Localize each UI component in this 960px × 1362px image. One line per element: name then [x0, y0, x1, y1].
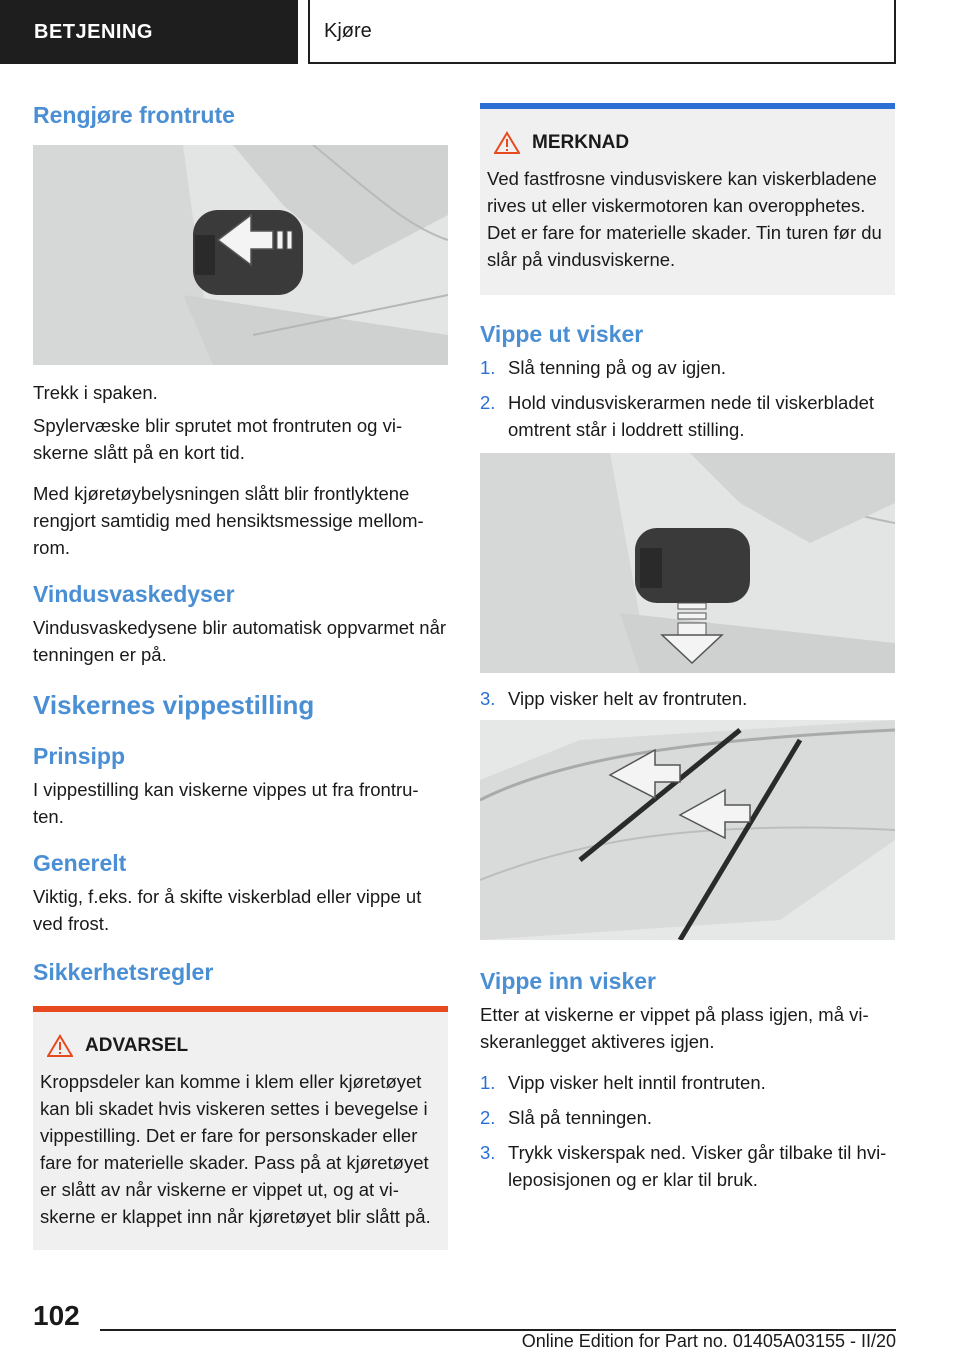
wiper-stalk-down-figure [480, 453, 895, 673]
text-prinsipp: I vippestilling kan viskerne vippes ut fra frontru‐ ten. [33, 779, 419, 827]
text-vindusvaskedyser: Vindusvaskedysene blir automatisk oppvarmet når tenningen er på. [33, 617, 447, 665]
right-column [480, 103, 895, 1201]
heading-vippe-ut: Vippe ut visker [480, 321, 644, 347]
heading-vippe-inn: Vippe inn visker [480, 968, 656, 994]
warning-title: ADVARSEL [85, 1035, 189, 1056]
list-item: 1. Slå tenning på og av igjen. [480, 357, 727, 378]
warning-text: Kroppsdeler kan komme i klem eller kjøretøyet kan bli skadet hvis viskeren settes i bevegelse i vippestilling. Det er fare for personskader eller fare for materielle skader. Pass på at kjøretøyet er slått av når viskerne er vippet ut, og at vi‐ skerne er klappet inn når kjøretøyet blir slått på. [40, 1071, 431, 1227]
text-spylervaeske: Spylervæske blir sprutet mot frontruten og vi‐ skerne slått på en kort tid. [33, 415, 403, 463]
heading-generelt: Generelt [33, 850, 127, 876]
steps-vippe-ut-cont [480, 685, 895, 712]
text-vippe-inn: Etter at viskerne er vippet på plass igjen, må vi‐ skeranlegget aktiveres igjen. [480, 1004, 869, 1052]
heading-vindusvaskedyser: Vindusvaskedyser [33, 581, 235, 607]
wiper-stalk-pull-figure [33, 145, 448, 365]
warning-triangle-icon [47, 1034, 73, 1058]
wiper-folded-out-figure [480, 720, 895, 940]
heading-sikkerhetsregler: Sikkerhetsregler [33, 959, 214, 985]
chapter-header [310, 0, 896, 64]
list-item: 2. Hold vindusviskerarmen nede til viskerbladet omtrent står i loddrett stilling. [480, 392, 875, 440]
left-column [33, 100, 448, 1250]
section-title: BETJENING [34, 20, 153, 43]
steps-vippe-ut [480, 354, 895, 443]
notice-text: Ved fastfrosne vindusviskere kan viskerbladene rives ut eller viskermotoren kan overopphetes. Det er fare for materielle skader. Tin turen før du slår på vindusviskerne. [487, 168, 882, 270]
caution-triangle-icon [494, 131, 520, 155]
section-header [0, 0, 298, 64]
page-number: 102 [33, 1300, 80, 1331]
heading-rengjore: Rengjøre frontrute [33, 102, 235, 128]
text-generelt: Viktig, f.eks. for å skifte viskerblad eller vippe ut ved frost. [33, 886, 422, 934]
warning-box [33, 1006, 448, 1250]
list-item: 3. Vipp visker helt av frontruten. [480, 688, 748, 709]
list-item: 3. Trykk viskerspak ned. Visker går tilbake til hvi‐ leposisjonen og er klar til bruk. [480, 1142, 887, 1190]
notice-box [480, 103, 895, 295]
steps-vippe-inn [480, 1069, 895, 1193]
heading-prinsipp: Prinsipp [33, 743, 126, 769]
text-kjoretoybelysning: Med kjøretøybelysningen slått blir frontlyktene rengjort samtidig med hensiktsmessige mellom‐ rom. [33, 483, 424, 558]
footer-edition: Online Edition for Part no. 01405A03155 - II/20 [521, 1331, 896, 1351]
list-item: 2. Slå på tenningen. [480, 1107, 653, 1128]
heading-viskernes-vippestilling: Viskernes vippestilling [33, 690, 315, 720]
text-trekk: Trekk i spaken. [33, 382, 158, 403]
list-item: 1. Vipp visker helt inntil frontruten. [480, 1072, 766, 1093]
chapter-title: Kjøre [324, 19, 372, 42]
notice-title: MERKNAD [532, 132, 630, 153]
